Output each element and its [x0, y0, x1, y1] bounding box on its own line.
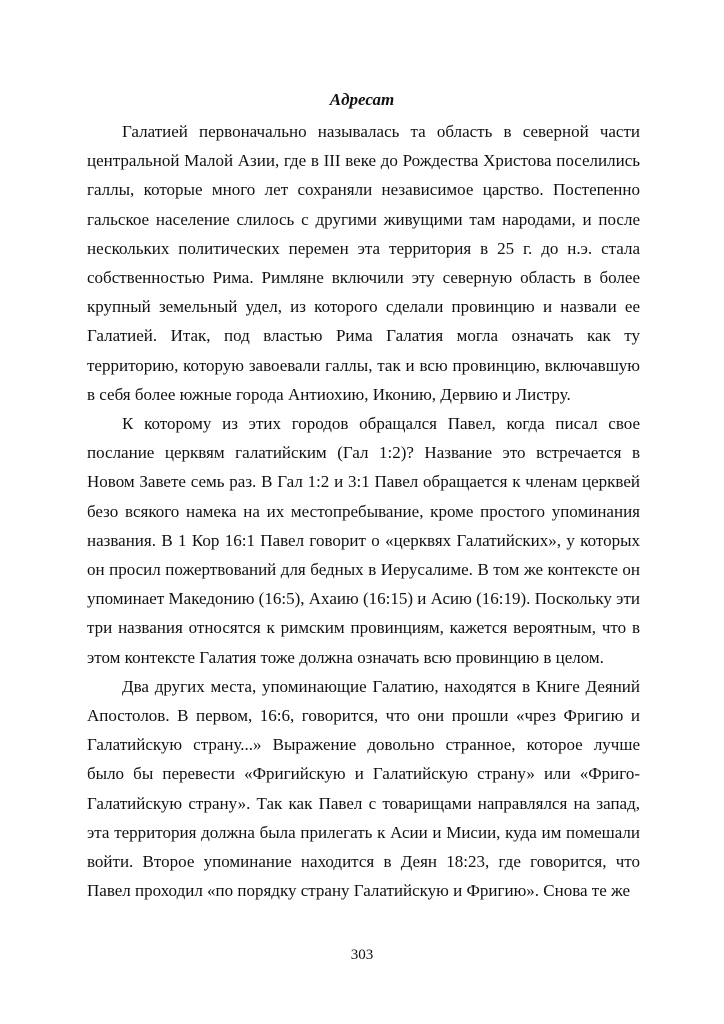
page-number: 303	[350, 947, 374, 963]
paragraph-1: Галатией первоначально называлась та область в северной части центральной Малой Азии, где в III веке до Рождества Христова поселились галлы, которые много лет сохраняли независимое царство. Постепенно гальское население слилось с другими живущими там народами, и после нескольких политических перемен эта территория в 25 г. до н.э. стала собственностью Рима. Римляне включили эту северную область в более крупный земельный удел, из которого сделали провинцию и назвали ее Галатией. Итак, под властью Рима Галатия могла означать как ту территорию, которую завоевали галлы, так и всю провинцию, включавшую в себя более южные города Антиохию, Иконию, Дервию и Листру.	[87, 122, 640, 404]
section-heading: Адресат	[329, 90, 395, 109]
paragraph-2: К которому из этих городов обращался Павел, когда писал свое послание церквям галатийским (Гал 1:2)? Название это встречается в Новом Завете семь раз. В Гал 1:2 и 3:1 Павел обращается к членам церквей безо всякого намека на их местопребывание, кроме простого упоминания названия. В 1 Кор 16:1 Павел говорит о «церквях Галатийских», у которых он просил пожертвований для бедных в Иерусалиме. В том же контексте он упоминает Македонию (16:5), Ахаию (16:15) и Асию (16:19). Поскольку эти три названия относятся к римским провинциям, кажется вероятным, что в этом контексте Галатия тоже должна означать всю провинцию в целом.	[87, 414, 640, 667]
paragraph-3: Два других места, упоминающие Галатию, находятся в Книге Деяний Апостолов. В первом, 16:6, говорится, что они прошли «чрез Фригию и Галатийскую страну...» Выражение довольно странное, которое лучше было бы перевести «Фригийскую и Галатийскую страну» или «Фриго-Галатийскую страну». Так как Павел с товарищами направлялся на запад, эта территория должна была прилегать к Асии и Мисии, куда им помешали войти. Второе упоминание находится в Деян 18:23, где говорится, что Павел проходил «по порядку страну Галатийскую и Фригию». Снова те же	[87, 676, 640, 901]
body-text	[87, 117, 640, 905]
